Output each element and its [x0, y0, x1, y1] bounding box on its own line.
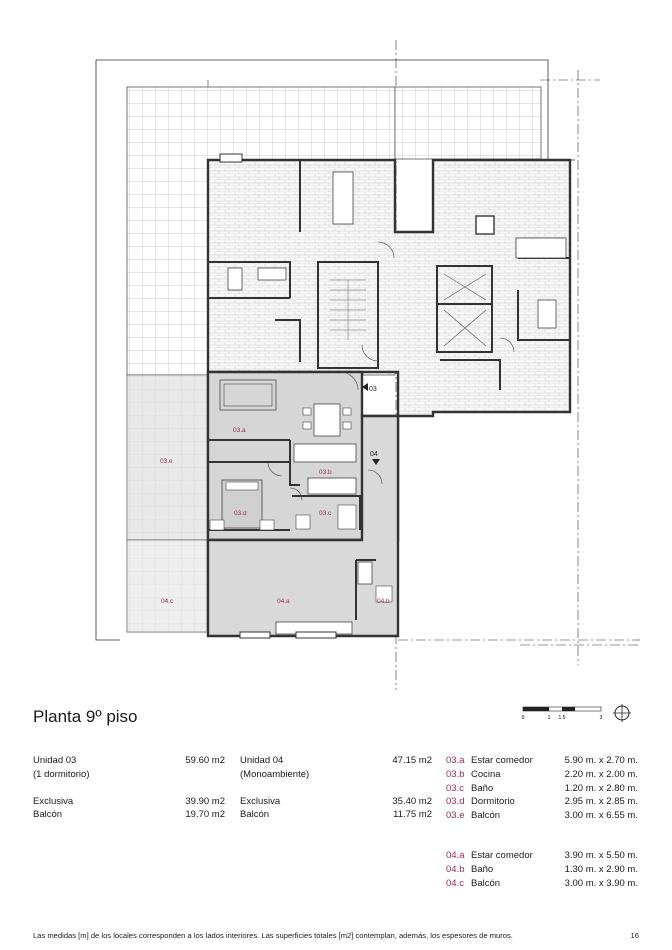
room-row: [446, 768, 638, 782]
room-label-03b: 03.b: [319, 469, 332, 476]
room-dims: 1.30 m. x 2.90 m.: [564, 863, 638, 875]
scale-label-1: 1: [547, 715, 551, 721]
scale-label-3: 3: [599, 715, 603, 721]
room-dims: 5.90 m. x 2.70 m.: [564, 755, 638, 766]
scale-label-0: 0: [521, 715, 525, 721]
room-row: [446, 849, 638, 863]
room-name: Baño: [471, 782, 494, 794]
room-dims: 1.20 m. x 2.80 m.: [564, 782, 638, 794]
room-name: Estar comedor: [471, 755, 533, 766]
rooms-04-legend: [446, 849, 638, 890]
unit-04-exclusive-value: 35.40 m2: [392, 795, 432, 807]
room-name: Estar comedor: [471, 850, 533, 861]
room-name: Balcón: [471, 877, 501, 889]
unit-03-summary: [33, 754, 225, 822]
unit-04-exclusive-label: Exclusiva: [240, 795, 281, 807]
room-label-03c: 03.c: [319, 510, 332, 517]
unit-03-marker: 03: [369, 386, 377, 393]
room-label-03a: 03.a: [233, 427, 246, 434]
footer-note: Las medidas [m] de los locales corresponden a los lados interiores. Las superficies totales [m2] contemplan, además, los espesores de muros.: [33, 931, 513, 940]
room-name: Cocina: [471, 768, 501, 780]
room-code: 04.a: [446, 850, 465, 861]
room-code: 04.b: [446, 863, 465, 875]
room-row: [446, 754, 638, 768]
unit-03-subtitle: (1 dormitorio): [33, 768, 90, 780]
unit-03-exclusive-label: Exclusiva: [33, 795, 74, 807]
unit-04-subtitle: (Monoambiente): [240, 768, 310, 780]
north-arrow-icon: [613, 704, 631, 722]
room-row: [446, 809, 638, 823]
room-label-04a: 04.a: [277, 598, 290, 605]
room-dims: 2.95 m. x 2.85 m.: [564, 796, 638, 808]
unit-04-area: 47.15 m2: [392, 755, 432, 766]
unit-03-balcony-value: 19.70 m2: [185, 809, 225, 821]
room-row: [446, 795, 638, 809]
room-name: Baño: [471, 863, 494, 875]
room-label-04b: 04.b: [377, 598, 390, 605]
room-name: Dormitorio: [471, 796, 515, 808]
unit-04-marker: 04: [370, 451, 378, 458]
room-dims: 3.00 m. x 6.55 m.: [564, 810, 638, 822]
unit-03-exclusive-value: 39.90 m2: [185, 795, 225, 807]
room-code: 03.e: [446, 810, 465, 822]
room-name: Balcón: [471, 810, 501, 822]
room-row: [446, 782, 638, 796]
unit-04-summary: [240, 754, 432, 822]
room-label-03d: 03.d: [234, 510, 247, 517]
unit-04-balcony-label: Balcón: [240, 809, 270, 821]
room-label-03e: 03.e: [160, 458, 173, 465]
unit-04-balcony-value: 11.75 m2: [393, 809, 432, 821]
unit-03-area: 59.60 m2: [185, 755, 225, 766]
room-row: [446, 863, 638, 877]
room-dims: 2.20 m. x 2.00 m.: [564, 768, 638, 780]
unit-03-balcony-label: Balcón: [33, 809, 63, 821]
scale-bar: [520, 705, 610, 725]
page-number: 16: [630, 931, 639, 940]
room-dims: 3.90 m. x 5.50 m.: [564, 850, 638, 861]
room-code: 03.c: [446, 782, 464, 794]
room-code: 03.a: [446, 755, 465, 766]
unit-03-name: Unidad 03: [33, 755, 77, 766]
scale-label-1-5: 1.5: [558, 715, 566, 721]
room-code: 04.c: [446, 877, 464, 889]
page-title: Planta 9º piso: [33, 707, 138, 726]
room-code: 03.b: [446, 768, 465, 780]
room-code: 03.d: [446, 796, 465, 808]
rooms-03-legend: [446, 754, 638, 823]
room-dims: 3.00 m. x 3.90 m.: [564, 877, 638, 889]
room-label-04c: 04.c: [161, 598, 174, 605]
unit-04-name: Unidad 04: [240, 755, 284, 766]
room-row: [446, 877, 638, 891]
